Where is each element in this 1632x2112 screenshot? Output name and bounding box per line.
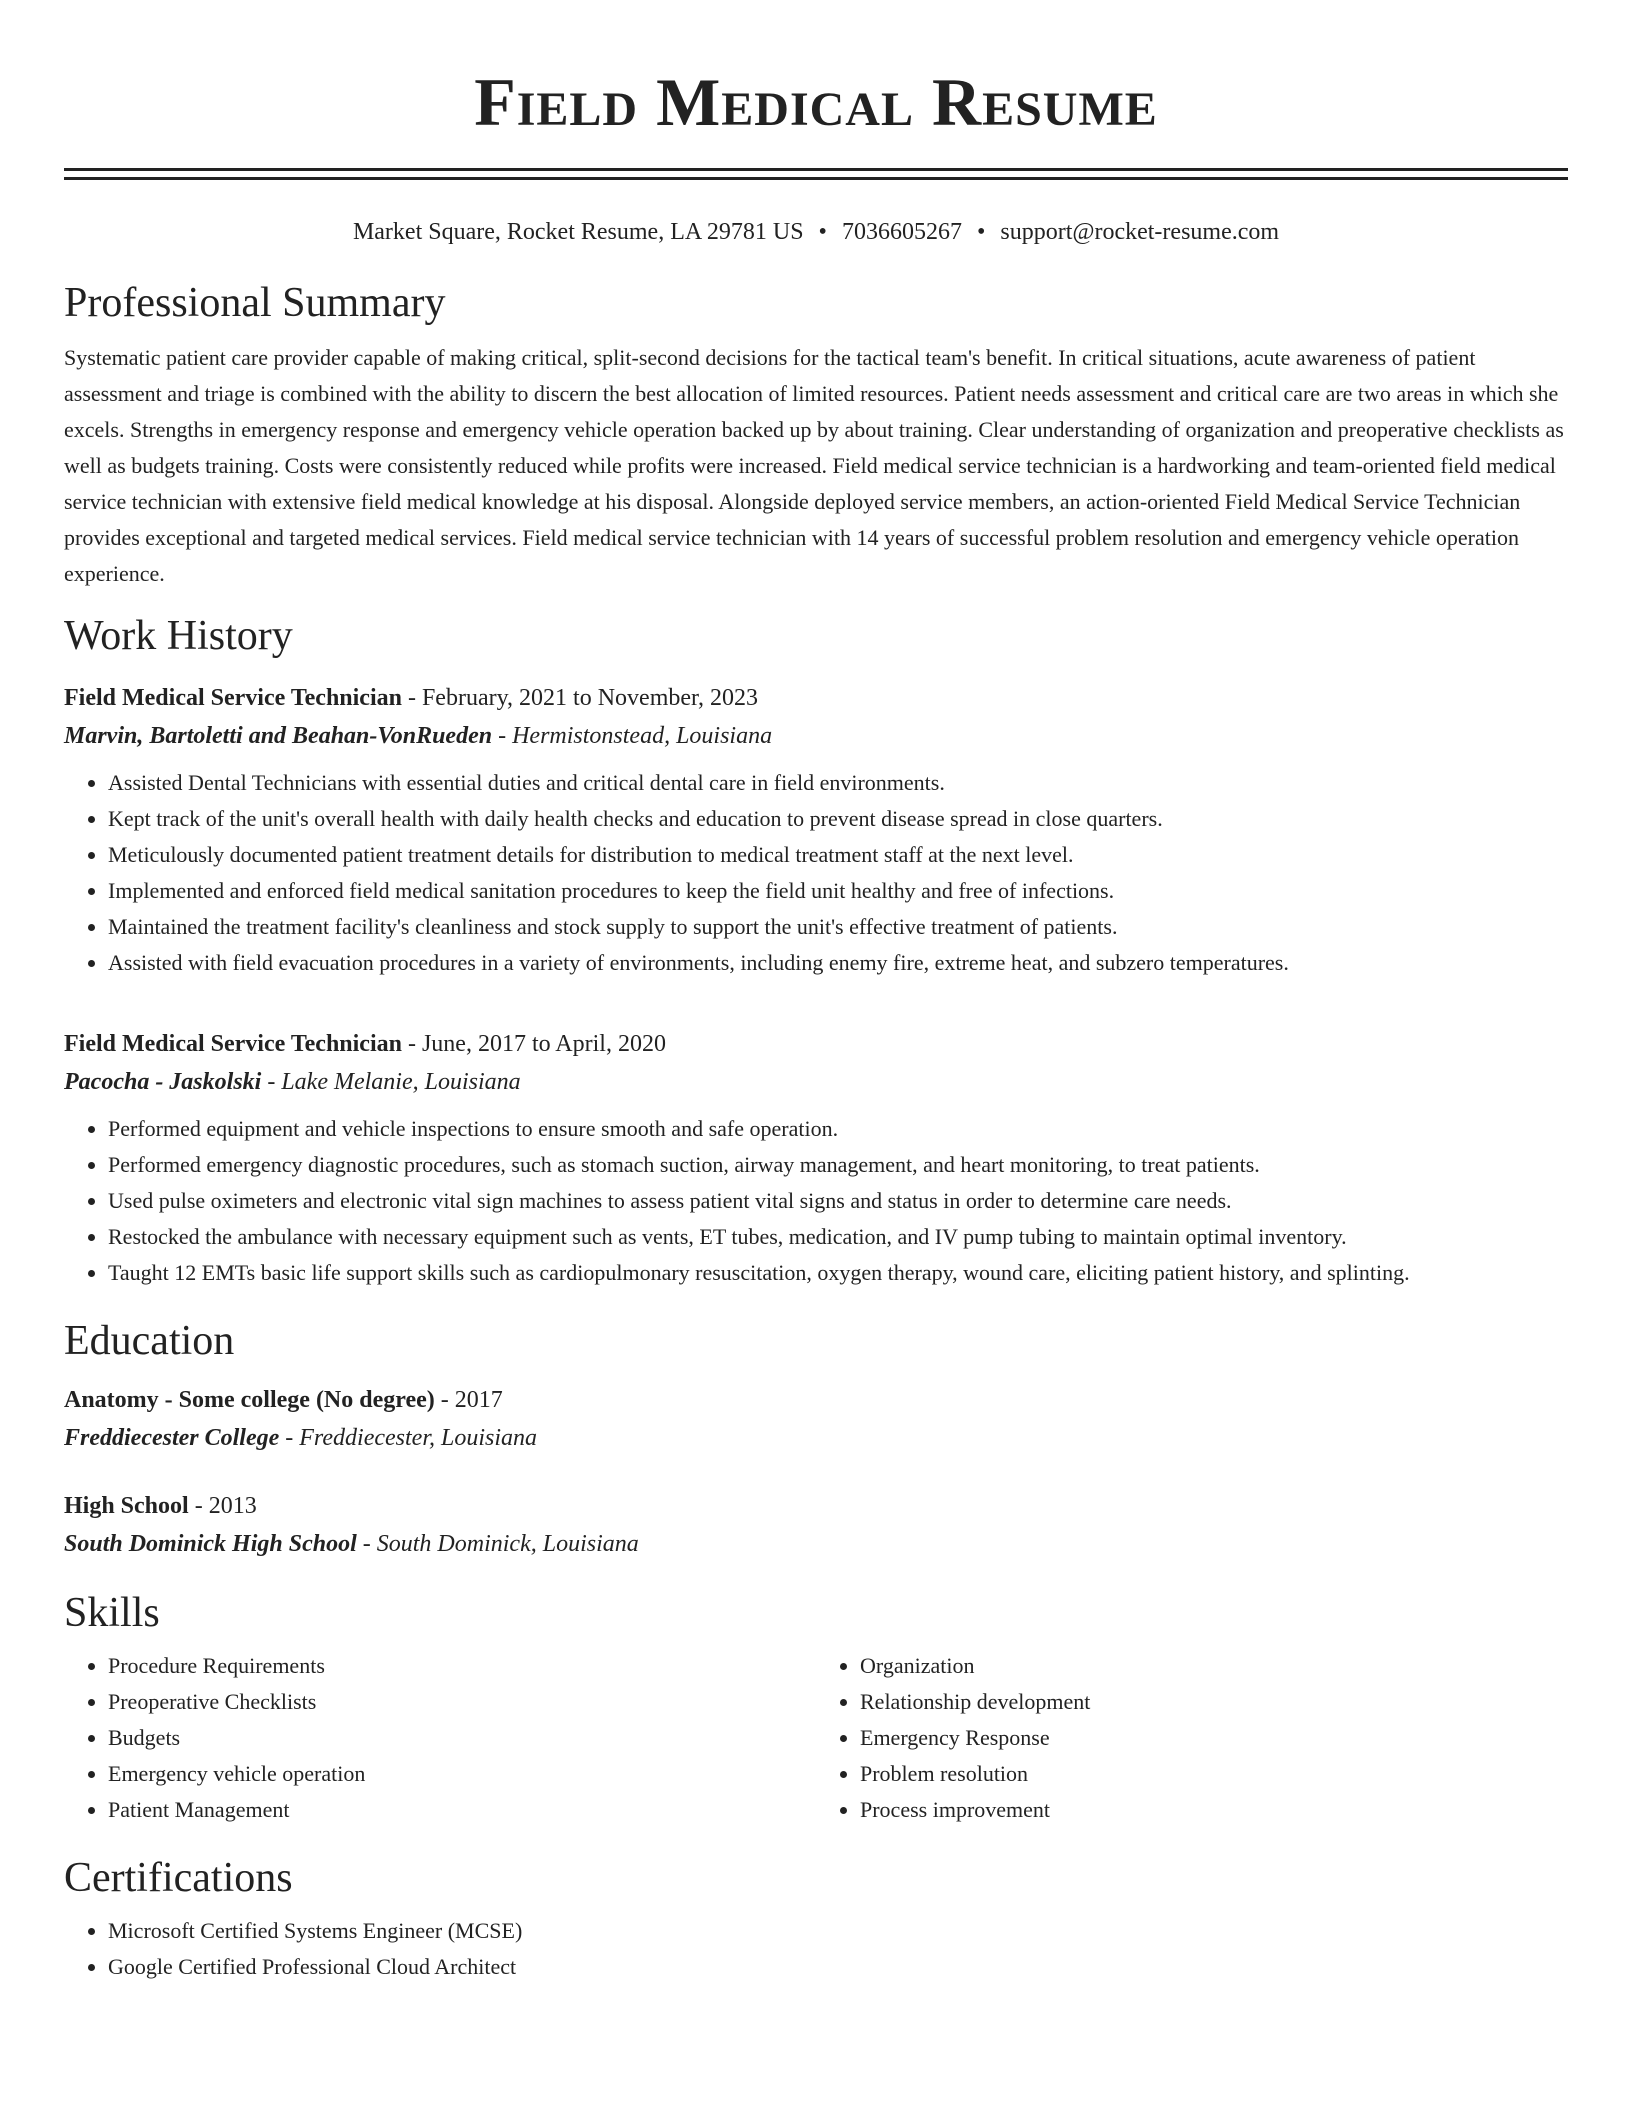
certification-item: • Google Certified Professional Cloud Architect bbox=[108, 1949, 1568, 1985]
skill-item: • Preoperative Checklists bbox=[108, 1684, 816, 1720]
education-degree-line bbox=[64, 1381, 1568, 1419]
skill-item: • Procedure Requirements bbox=[108, 1648, 816, 1684]
list-item: • Performed equipment and vehicle inspections to ensure smooth and safe operation. bbox=[108, 1111, 1568, 1147]
skills-columns bbox=[64, 1648, 1568, 1828]
job-company-line bbox=[64, 1063, 1568, 1101]
education-location: - Freddiecester, Louisiana bbox=[279, 1425, 538, 1451]
certification-item: • Microsoft Certified Systems Engineer (MCSE) bbox=[108, 1913, 1568, 1949]
contact-separator: • bbox=[818, 219, 827, 245]
skill-item: • Patient Management bbox=[108, 1792, 816, 1828]
job-dates: - June, 2017 to April, 2020 bbox=[401, 1031, 666, 1057]
education-entry bbox=[64, 1381, 1568, 1457]
skills-list-right bbox=[816, 1648, 1568, 1828]
education-degree: High School bbox=[64, 1493, 189, 1519]
header-divider-bottom bbox=[64, 177, 1568, 180]
section-heading-certifications: Certifications bbox=[64, 1855, 293, 1901]
job-company-line bbox=[64, 717, 1568, 755]
job-title: Field Medical Service Technician bbox=[64, 1031, 402, 1057]
professional-summary-section bbox=[64, 278, 1568, 592]
list-item: • Meticulously documented patient treatment details for distribution to medical treatment staff at the next level. bbox=[108, 837, 1568, 873]
list-item: • Restocked the ambulance with necessary equipment such as vents, ET tubes, medication, and IV pump tubing to maintain optimal inventory. bbox=[108, 1219, 1568, 1255]
skill-item: • Organization bbox=[860, 1648, 1568, 1684]
list-item: • Taught 12 EMTs basic life support skills such as cardiopulmonary resuscitation, oxygen therapy, wound care, eliciting patient history, and splinting. bbox=[108, 1255, 1568, 1291]
education-degree-line bbox=[64, 1487, 1568, 1525]
skill-item: • Emergency Response bbox=[860, 1720, 1568, 1756]
section-heading-work-history: Work History bbox=[64, 613, 293, 659]
list-item: • Implemented and enforced field medical sanitation procedures to keep the field unit healthy and free of infections. bbox=[108, 873, 1568, 909]
education-school-line bbox=[64, 1419, 1568, 1457]
contact-email: support@rocket-resume.com bbox=[1000, 219, 1280, 245]
education-location: - South Dominick, Louisiana bbox=[356, 1531, 639, 1557]
job-bullets bbox=[64, 1111, 1568, 1291]
contact-phone: 7036605267 bbox=[841, 219, 962, 245]
education-section bbox=[64, 1316, 1568, 1563]
list-item: • Kept track of the unit's overall health with daily health checks and education to prevent disease spread in close quarters. bbox=[108, 801, 1568, 837]
job-bullets bbox=[64, 765, 1568, 981]
education-school: Freddiecester College bbox=[64, 1425, 280, 1451]
skill-item: • Process improvement bbox=[860, 1792, 1568, 1828]
education-school-line bbox=[64, 1525, 1568, 1563]
work-history-section bbox=[64, 611, 1568, 1291]
education-year: - 2017 bbox=[434, 1387, 503, 1413]
job-company: Marvin, Bartoletti and Beahan-VonRueden bbox=[64, 723, 493, 749]
job-location: - Lake Melanie, Louisiana bbox=[261, 1069, 521, 1095]
list-item: • Performed emergency diagnostic procedures, such as stomach suction, airway management, and heart monitoring, to treat patients. bbox=[108, 1147, 1568, 1183]
skill-item: • Problem resolution bbox=[860, 1756, 1568, 1792]
certifications-section bbox=[64, 1853, 1568, 1985]
summary-text: Systematic patient care provider capable of making critical, split-second decisions for the tactical team's benefit. In critical situations, acute awareness of patient assessment and triage is combined with the ability to discern the best allocation of limited resources. Patient needs assessment and critical care are two areas in which she excels. Strengths in emergency response and emergency vehicle operation backed up by about training. Clear understanding of organization and preoperative checklists as well as budgets training. Costs were consistently reduced while profits were increased. Field medical service technician is a hardworking and team-oriented field medical service technician with extensive field medical knowledge at his disposal. Alongside deployed service members, an action-oriented Field Medical Service Technician provides exceptional and targeted medical services. Field medical service technician with 14 years of successful problem resolution and emergency vehicle operation experience. bbox=[64, 345, 1564, 586]
header-divider-top bbox=[64, 168, 1568, 171]
education-degree: Anatomy - Some college (No degree) bbox=[64, 1387, 435, 1413]
list-item: • Assisted Dental Technicians with essential duties and critical dental care in field environments. bbox=[108, 765, 1568, 801]
section-heading-education: Education bbox=[64, 1318, 235, 1364]
job-dates: - February, 2021 to November, 2023 bbox=[401, 685, 759, 711]
certifications-list bbox=[64, 1913, 1568, 1985]
education-year: - 2013 bbox=[188, 1493, 257, 1519]
education-entry bbox=[64, 1487, 1568, 1563]
education-school: South Dominick High School bbox=[64, 1531, 357, 1557]
resume-title: Field Medical Resume bbox=[474, 64, 1158, 140]
job-location: - Hermistonstead, Louisiana bbox=[492, 723, 773, 749]
skill-item: • Emergency vehicle operation bbox=[108, 1756, 816, 1792]
job-entry bbox=[64, 679, 1568, 981]
section-heading-skills: Skills bbox=[64, 1590, 160, 1636]
skills-list-left bbox=[64, 1648, 816, 1828]
job-company: Pacocha - Jaskolski bbox=[64, 1069, 262, 1095]
contact-separator: • bbox=[976, 219, 986, 245]
job-title-line bbox=[64, 679, 1568, 717]
contact-line bbox=[64, 217, 1568, 247]
list-item: • Used pulse oximeters and electronic vital sign machines to assess patient vital signs and status in order to determine care needs. bbox=[108, 1183, 1568, 1219]
list-item: • Maintained the treatment facility's cleanliness and stock supply to support the unit's effective treatment of patients. bbox=[108, 909, 1568, 945]
job-title-line bbox=[64, 1025, 1568, 1063]
job-title: Field Medical Service Technician bbox=[64, 685, 402, 711]
section-heading-summary: Professional Summary bbox=[64, 280, 446, 326]
skill-item: • Relationship development bbox=[860, 1684, 1568, 1720]
skill-item: • Budgets bbox=[108, 1720, 816, 1756]
job-entry bbox=[64, 1025, 1568, 1291]
skills-section bbox=[64, 1588, 1568, 1828]
contact-address: Market Square, Rocket Resume, LA 29781 US bbox=[352, 219, 804, 245]
list-item: • Assisted with field evacuation procedures in a variety of environments, including enemy fire, extreme heat, and subzero temperatures. bbox=[108, 945, 1568, 981]
